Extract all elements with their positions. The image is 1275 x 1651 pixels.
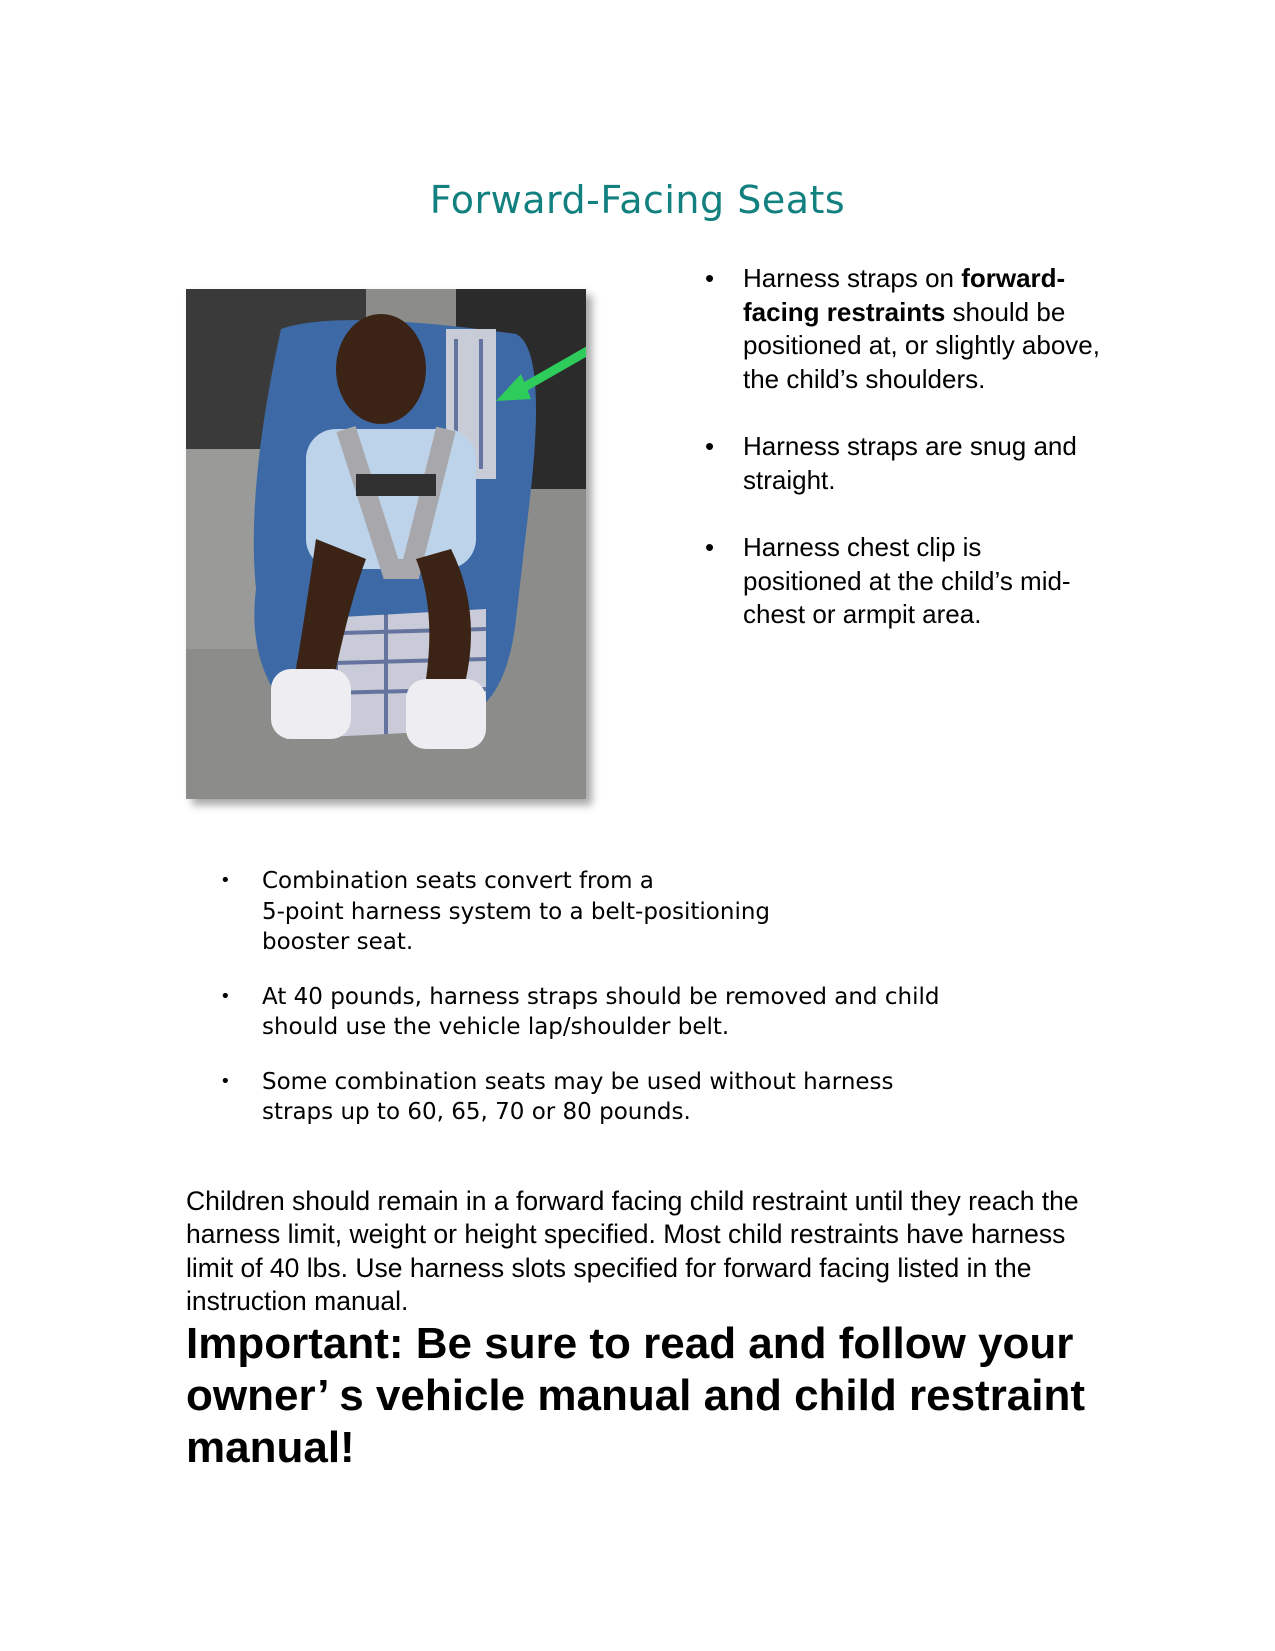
important-notice: Important: Be sure to read and follow your owner’ s vehicle manual and child restraint manual! [186,1319,1086,1472]
list-item-text: should be positioned at, or slightly above, the child’s shoulders. [743,296,1100,394]
bullet-icon: • [220,870,231,891]
bullet-icon: • [705,431,715,461]
guidance-paragraph: Children should remain in a forward facing child restraint until they reach the harness limit, weight or height specified. Most child restraints have harness limit of 40 lbs. Use harness slots specified for forward facing listed in the instruction manual. [186,1185,1079,1316]
child-in-car-seat-illustration [186,289,586,799]
list-item-text: Harness straps on [743,263,962,293]
list-item-text: At 40 pounds, harness straps should be removed and child should use the vehicle lap/shoulder belt. [262,983,940,1040]
list-item [705,430,1105,497]
list-item [705,531,1105,632]
list-item [220,1067,1040,1128]
bullet-icon: • [220,985,231,1007]
list-item [220,866,1040,958]
bullet-icon: • [705,532,715,562]
emphasis-text: forward-facing restraints [743,263,1066,327]
list-item-text: Harness straps are snug and straight. [743,431,1077,495]
list-item-text: Harness chest clip is positioned at the child’s mid-chest or armpit area. [743,532,1071,629]
list-item-text: Combination seats convert from a [262,868,654,894]
list-item [705,262,1105,396]
bullet-icon: • [705,263,715,293]
car-seat-photo [186,289,586,799]
bullet-icon: • [220,1070,231,1092]
combination-seat-list [220,866,1040,1152]
list-item-text: 5-point harness system to a belt-positioning booster seat. [262,898,771,955]
harness-checklist [705,262,1105,666]
list-item [220,982,1040,1043]
page-title: Forward-Facing Seats [429,178,846,222]
list-item-text: Some combination seats may be used without harness straps up to 60, 65, 70 or 80 pounds. [262,1068,894,1125]
